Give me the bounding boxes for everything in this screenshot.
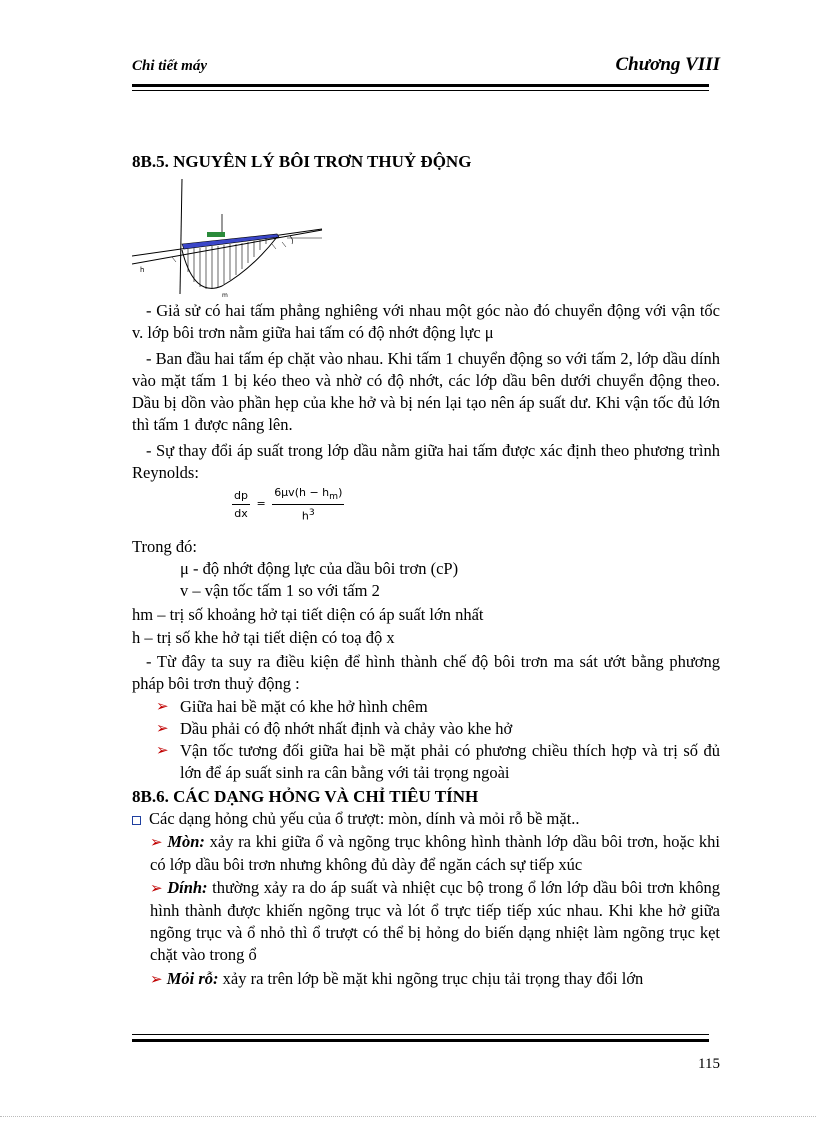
paragraph-3: - Sự thay đổi áp suất trong lớp dầu nằm giữa hai tấm được xác định theo phương trình Reynolds: bbox=[132, 441, 720, 482]
failure-item-mon: ➢ Mòn: xảy ra khi giữa ổ và ngõng trục không hình thành lớp dầu bôi trơn, hoặc khi có lớp dầu bôi trơn nhưng không đủ dày để ngăn cách sự tiếp xúc bbox=[150, 832, 721, 874]
reynolds-formula: $\frac{dp}{dx}$ = $\frac{6\mu v(h - h_m)}{h^3}$ bbox=[234, 486, 343, 523]
arrow-bullet-icon: ➢ bbox=[150, 835, 163, 851]
failure-item-moi-ro: ➢ Mỏi rỗ: xảy ra trên lớp bề mặt khi ngõng trục chịu tải trọng thay đổi lớn bbox=[150, 969, 644, 988]
header-rule-thick bbox=[132, 84, 709, 87]
header-left: Chi tiết máy bbox=[132, 58, 207, 74]
paragraph-2: - Ban đầu hai tấm ép chặt vào nhau. Khi tấm 1 chuyển động so với tấm 2, lớp dầu dính vào mặt tấm 1 bị kéo theo và nhờ có độ nhớt, các lớp dầu bên dưới chuyển động theo. Dầu bị dồn vào phần hẹp của khe hở và bị nén lại tạo nên áp suất dư. Khi vận tốc đủ lớn thì tấm 1 được nâng lên. bbox=[132, 349, 720, 434]
arrow-bullet-icon: ➢ bbox=[156, 699, 169, 715]
trong-do-label: Trong đó: bbox=[132, 537, 197, 556]
page-number: 115 bbox=[698, 1056, 720, 1072]
list-item: ➢ Giữa hai bề mặt có khe hở hình chêm bbox=[156, 697, 428, 716]
page-edge bbox=[0, 1116, 816, 1117]
vertical-axis bbox=[180, 179, 182, 294]
failure-intro: Các dạng hỏng chủ yếu của ổ trượt: mòn, dính và mỏi rỗ bề mặt.. bbox=[132, 808, 580, 830]
definition-mu: μ - độ nhớt động lực của dầu bôi trơn (cP) bbox=[180, 559, 459, 578]
paragraph-4: - Từ đây ta suy ra điều kiện để hình thành chế độ bôi trơn ma sát ướt bằng phương pháp bôi trơn thuỷ động : bbox=[132, 652, 720, 693]
section-title-8b6: 8B.6. CÁC DẠNG HỎNG VÀ CHỈ TIÊU TÍNH bbox=[132, 787, 479, 806]
section-title-8b5: 8B.5. NGUYÊN LÝ BÔI TRƠN THUỶ ĐỘNG bbox=[132, 152, 472, 171]
list-item: ➢ Dầu phải có độ nhớt nhất định và chảy vào khe hở bbox=[156, 719, 513, 738]
lower-plate-line bbox=[132, 230, 322, 264]
header-right: Chương VIII bbox=[615, 54, 720, 75]
list-item: ➢ Vận tốc tương đối giữa hai bề mặt phải có phương chiều thích hợp và trị số đủ lớn để áp suất sinh ra cân bằng với tải trọng ngoài bbox=[156, 741, 720, 782]
definition-v: v – vận tốc tấm 1 so với tấm 2 bbox=[180, 581, 380, 600]
arrow-bullet-icon: ➢ bbox=[150, 881, 163, 897]
arrow-bullet-icon: ➢ bbox=[156, 721, 169, 737]
definition-hm: hm – trị số khoảng hở tại tiết diện có áp suất lớn nhất bbox=[132, 605, 484, 624]
hydrodynamic-wedge-diagram bbox=[132, 174, 332, 299]
paragraph-1: - Giả sử có hai tấm phẳng nghiêng với nhau một góc nào đó chuyển động với vận tốc v. lớp bôi trơn nằm giữa hai tấm có độ nhớt động lực μ bbox=[132, 301, 720, 342]
header-rule-thin bbox=[132, 90, 709, 91]
svg-text:h: h bbox=[140, 266, 145, 274]
footer-rule-thin bbox=[132, 1034, 709, 1035]
arrow-bullet-icon: ➢ bbox=[156, 743, 169, 759]
footer-rule-thick bbox=[132, 1039, 709, 1042]
load-block bbox=[207, 232, 225, 237]
arrow-bullet-icon: ➢ bbox=[150, 972, 163, 988]
condition-list bbox=[156, 696, 720, 784]
definition-h: h – trị số khe hở tại tiết diện có toạ độ x bbox=[132, 628, 395, 647]
svg-text:m: m bbox=[222, 292, 228, 299]
square-bullet-icon bbox=[132, 816, 141, 825]
failure-item-dinh: ➢ Dính: thường xảy ra do áp suất và nhiệt cục bộ trong ổ lớn lớp dầu bôi trơn không hình thành được khiến ngõng trục và lót ổ trực tiếp tiếp xúc nhau. Khi khe hở giữa ngõng trục và ổ nhỏ thì ổ trượt có thể bị hỏng do biến dạng nhiệt làm ngõng trục kẹt chặt vào trong ổ bbox=[150, 878, 721, 964]
